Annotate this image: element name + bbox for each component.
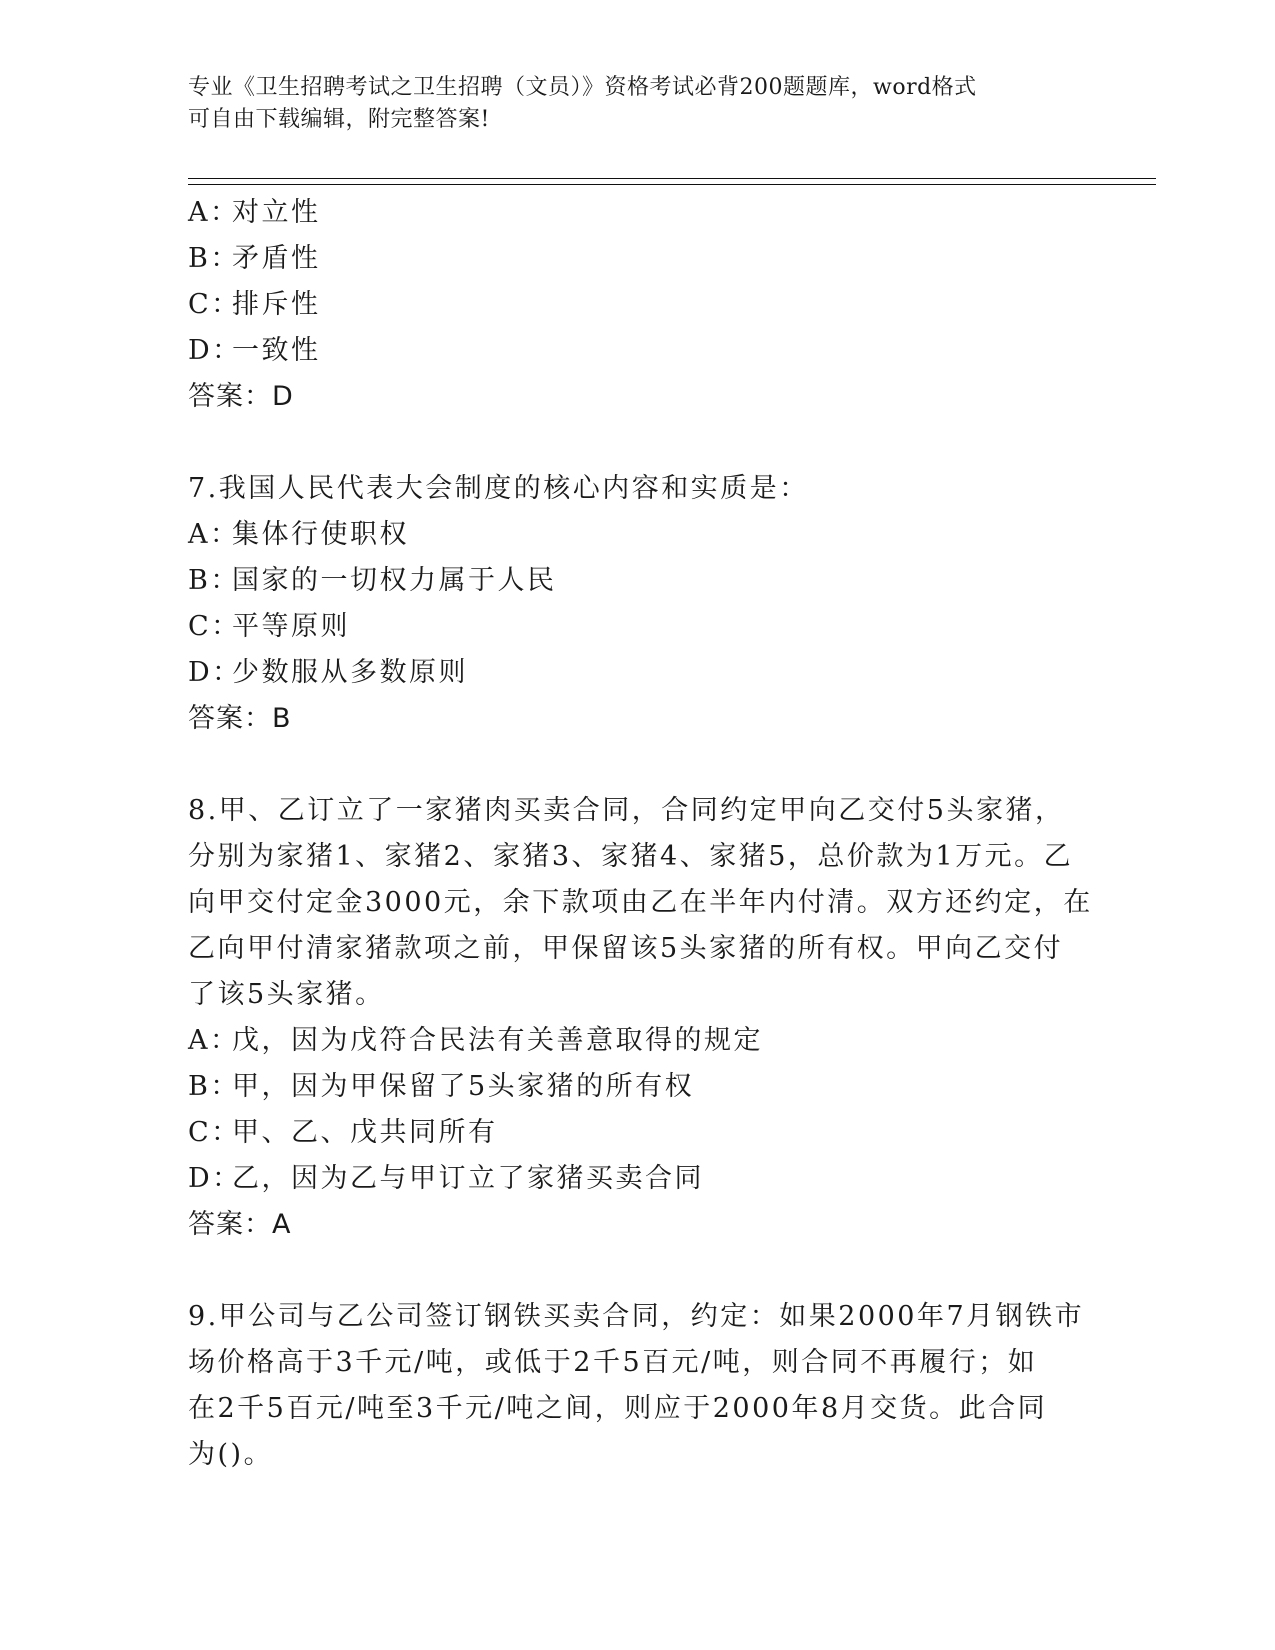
option-letter: A： [188,1025,240,1056]
option-text: 甲、乙、戊共同所有 [232,1117,498,1148]
question-text: 7.我国人民代表大会制度的核心内容和实质是： [188,473,809,504]
question-7 [188,466,1088,742]
option-text: 少数服从多数原则 [232,657,468,688]
question-text-line: 在2千5百元/吨至3千元/吨之间，则应于2000年8月交货。此合同 [188,1393,1048,1424]
option-letter: A： [188,519,240,550]
option-text: 平等原则 [232,611,350,642]
option-text: 矛盾性 [232,243,321,274]
option-a [188,512,1088,558]
option-c [188,1110,1088,1156]
question-content [188,190,1093,1478]
spacer [188,420,1088,466]
header-line-2: 可自由下载编辑，附完整答案! [188,107,490,132]
option-b [188,558,1088,604]
question-text-line: 向甲交付定金3000元，余下款项由乙在半年内付清。双方还约定，在 [188,887,1093,918]
option-text: 一致性 [232,335,321,366]
option-text: 甲，因为甲保留了5头家猪的所有权 [232,1071,695,1102]
question-6 [188,190,1088,420]
header-divider-bottom [188,184,1156,185]
option-text: 对立性 [232,197,321,228]
question-text-line: 乙向甲付清家猪款项之前，甲保留该5头家猪的所有权。甲向乙交付 [188,933,1064,964]
answer-line: 答案：D [188,381,294,412]
option-letter: A： [188,197,240,228]
document-header [188,72,1068,136]
option-letter: C： [188,1117,241,1148]
header-divider-top [188,178,1156,179]
question-text-line: 场价格高于3千元/吨，或低于2千5百元/吨，则合同不再履行；如 [188,1347,1038,1378]
option-letter: D： [188,335,242,366]
spacer [188,1248,1088,1294]
option-letter: C： [188,611,241,642]
spacer [188,742,1088,788]
option-b [188,1064,1088,1110]
option-text: 国家的一切权力属于人民 [232,565,557,596]
option-text: 排斥性 [232,289,321,320]
option-c [188,604,1088,650]
option-text: 戊，因为戊符合民法有关善意取得的规定 [232,1025,763,1056]
option-a [188,190,1088,236]
option-letter: D： [188,1163,242,1194]
question-text-line: 9.甲公司与乙公司签订钢铁买卖合同，约定：如果2000年7月钢铁市 [188,1301,1085,1332]
question-9 [188,1294,1088,1478]
option-text: 集体行使职权 [232,519,409,550]
option-letter: C： [188,289,241,320]
question-text-line: 分别为家猪1、家猪2、家猪3、家猪4、家猪5，总价款为1万元。乙 [188,841,1074,872]
option-letter: B： [188,243,240,274]
question-text-line: 了该5头家猪。 [188,979,385,1010]
option-d [188,650,1088,696]
option-d [188,328,1088,374]
question-8 [188,788,1093,1248]
question-text-line: 8.甲、乙订立了一家猪肉买卖合同，合同约定甲向乙交付5头家猪， [188,795,1065,826]
answer-line: 答案：A [188,1209,292,1240]
option-letter: B： [188,565,240,596]
answer-line: 答案：B [188,703,292,734]
header-line-1: 专业《卫生招聘考试之卫生招聘（文员）》资格考试必背200题题库，word格式 [188,75,977,100]
option-letter: D： [188,657,242,688]
question-text-line: 为()。 [188,1439,274,1470]
option-text: 乙，因为乙与甲订立了家猪买卖合同 [232,1163,704,1194]
option-letter: B： [188,1071,240,1102]
option-b [188,236,1088,282]
option-a [188,1018,1088,1064]
option-c [188,282,1088,328]
option-d [188,1156,1088,1202]
